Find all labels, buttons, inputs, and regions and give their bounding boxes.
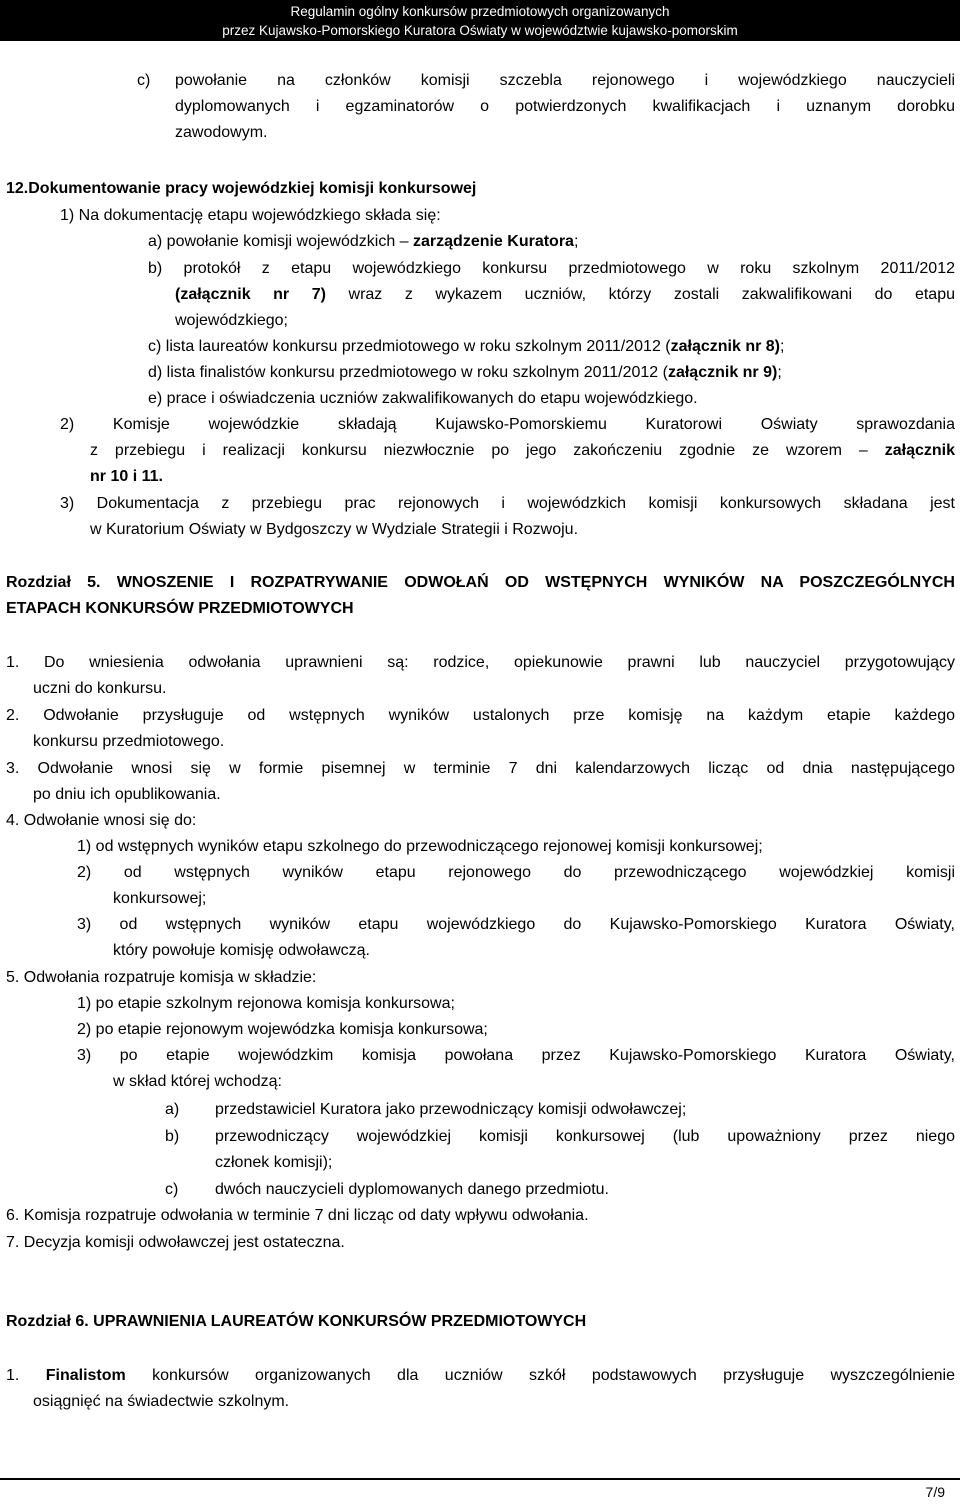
- list-item: 1. Finalistom konkursów organizowanych dla uczniów szkół podstawowych przysługuje wyszczególnienie: [6, 1367, 956, 1384]
- list-item: 2) po etapie rejonowym wojewódzka komisja konkursowa;: [77, 1021, 488, 1038]
- list-item: 1) po etapie szkolnym rejonowa komisja konkursowa;: [77, 995, 455, 1012]
- item-label: a): [165, 1101, 180, 1118]
- footer-rule: [0, 1478, 960, 1480]
- list-item-cont: który powołuje komisję odwoławczą.: [113, 942, 370, 959]
- list-item: 2. Odwołanie przysługuje od wstępnych wyników ustalonych prze komisję na każdym etapie każdego: [6, 707, 955, 724]
- paragraph-line: zawodowym.: [175, 124, 268, 141]
- list-item: c) lista laureatów konkursu przedmiotowego w roku szkolnym 2011/2012 (załącznik nr 8);: [148, 338, 785, 355]
- list-item-cont: konkursu przedmiotowego.: [33, 733, 225, 750]
- list-item: 3. Odwołanie wnosi się w formie pisemnej w terminie 7 dni kalendarzowych licząc od dnia następującego: [6, 760, 955, 777]
- paragraph-line: dyplomowanych i egzaminatorów o potwierdzonych kwalifikacjach i uznanym dorobku: [175, 98, 955, 115]
- list-item-cont: z przebiegu i realizacji konkursu niezwłocznie po jego zakończeniu zgodnie ze wzorem – załącznik: [90, 442, 955, 459]
- list-item-cont: uczni do konkursu.: [33, 680, 167, 697]
- list-item: b) protokół z etapu wojewódzkiego konkursu przedmiotowego w roku szkolnym 2011/2012: [148, 260, 955, 277]
- list-item: e) prace i oświadczenia uczniów zakwalifikowanych do etapu wojewódzkiego.: [148, 390, 698, 407]
- list-item-cont: po dniu ich opublikowania.: [33, 786, 221, 803]
- list-item: przewodniczący wojewódzkiej komisji konkursowej (lub upoważniony przez niego: [215, 1128, 955, 1145]
- list-item-cont: członek komisji);: [215, 1154, 333, 1171]
- list-item: d) lista finalistów konkursu przedmiotowego w roku szkolnym 2011/2012 (załącznik nr 9);: [148, 364, 782, 381]
- item-label: c): [165, 1181, 179, 1198]
- item-label: b): [165, 1128, 180, 1145]
- header-line-2: przez Kujawsko-Pomorskiego Kuratora Oświaty w województwie kujawsko-pomorskim: [222, 23, 738, 38]
- list-item-cont: w Kuratorium Oświaty w Bydgoszczy w Wydziale Strategii i Rozwoju.: [90, 521, 579, 538]
- list-item: 2) od wstępnych wyników etapu rejonowego do przewodniczącego wojewódzkiej komisji: [77, 864, 955, 881]
- list-item: dwóch nauczycieli dyplomowanych danego przedmiotu.: [215, 1181, 609, 1198]
- list-item: 3) od wstępnych wyników etapu wojewódzkiego do Kujawsko-Pomorskiego Kuratora Oświaty,: [77, 916, 955, 933]
- document-header: [0, 0, 960, 41]
- list-item: a) powołanie komisji wojewódzkich – zarządzenie Kuratora;: [148, 233, 579, 250]
- list-item: 7. Decyzja komisji odwoławczej jest ostateczna.: [6, 1234, 345, 1251]
- list-item-cont: nr 10 i 11.: [90, 468, 163, 485]
- list-item: 6. Komisja rozpatruje odwołania w terminie 7 dni licząc od daty wpływu odwołania.: [6, 1207, 589, 1224]
- list-item: 3) po etapie wojewódzkim komisja powołana przez Kujawsko-Pomorskiego Kuratora Oświaty,: [77, 1047, 955, 1064]
- chapter-title: Rozdział 5. WNOSZENIE I ROZPATRYWANIE ODWOŁAŃ OD WSTĘPNYCH WYNIKÓW NA POSZCZEGÓLNYCH: [6, 574, 955, 591]
- page-number: 7/9: [925, 1484, 945, 1500]
- header-line-1: Regulamin ogólny konkursów przedmiotowych organizowanych: [290, 4, 670, 19]
- list-item-cont: osiągnięć na świadectwie szkolnym.: [33, 1393, 290, 1410]
- item-label: c): [137, 72, 151, 89]
- section-title: 12.Dokumentowanie pracy wojewódzkiej komisji konkursowej: [6, 180, 477, 197]
- list-item-cont: w skład której wchodzą:: [113, 1073, 282, 1090]
- list-item: 4. Odwołanie wnosi się do:: [6, 812, 197, 829]
- list-item-cont: wojewódzkiego;: [175, 312, 288, 329]
- chapter-title: ETAPACH KONKURSÓW PRZEDMIOTOWYCH: [6, 600, 354, 617]
- list-item: 2) Komisje wojewódzkie składają Kujawsko-Pomorskiemu Kuratorowi Oświaty sprawozdania: [60, 416, 955, 433]
- list-item: 1) Na dokumentację etapu wojewódzkiego składa się:: [60, 207, 441, 224]
- list-item: 3) Dokumentacja z przebiegu prac rejonowych i wojewódzkich komisji konkursowych składana jest: [60, 495, 955, 512]
- chapter-title: Rozdział 6. UPRAWNIENIA LAUREATÓW KONKURSÓW PRZEDMIOTOWYCH: [6, 1313, 587, 1330]
- paragraph-line: powołanie na członków komisji szczebla rejonowego i wojewódzkiego nauczycieli: [175, 72, 955, 89]
- list-item: 1) od wstępnych wyników etapu szkolnego do przewodniczącego rejonowej komisji konkursowej;: [77, 838, 763, 855]
- list-item: 5. Odwołania rozpatruje komisja w składzie:: [6, 969, 317, 986]
- list-item-cont: (załącznik nr 7) wraz z wykazem uczniów, którzy zostali zakwalifikowani do etapu: [175, 286, 956, 303]
- list-item: przedstawiciel Kuratora jako przewodniczący komisji odwoławczej;: [215, 1101, 687, 1118]
- list-item-cont: konkursowej;: [113, 890, 207, 907]
- list-item: 1. Do wniesienia odwołania uprawnieni są: rodzice, opiekunowie prawni lub nauczyciel przygotowujący: [6, 654, 955, 671]
